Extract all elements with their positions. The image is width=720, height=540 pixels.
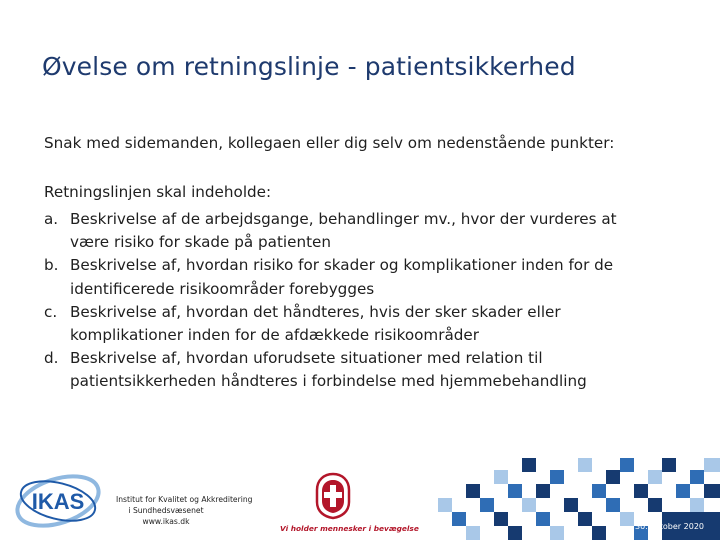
list-item-line: Beskrivelse af, hvordan det håndteres, hvis der sker skader eller [70, 302, 561, 321]
list-marker: b. [44, 256, 59, 275]
list-item-line: Beskrivelse af de arbejdsgange, behandlinger mv., hvor der vurderes at [70, 210, 617, 228]
list-item-line: identificerede risikoområder forebygges [70, 279, 375, 298]
slide-title: Øvelse om retningslinje - patientsikkerhed [42, 52, 576, 81]
intro-text: Snak med sidemanden, kollegaen eller dig selv om nedenstående punkter: [44, 134, 615, 152]
list-item-line: patientsikkerheden håndteres i forbindelse med hjemmebehandling [70, 372, 587, 391]
institute-url: www.ikas.dk [142, 517, 190, 526]
institute-name: Institut for Kvalitet og Akkreditering [116, 495, 253, 504]
list-item [44, 301, 654, 347]
list-item [44, 254, 654, 300]
list-heading: Retningslinjen skal indeholde: [44, 183, 272, 201]
institute-subname: i Sundhedsvæsenet [128, 506, 204, 515]
list-item [44, 347, 654, 393]
list-item-line: Beskrivelse af, hvordan risiko for skader og komplikationer inden for de [70, 256, 614, 275]
svg-text:IKAS: IKAS [31, 489, 85, 514]
hospital-slogan: Vi holder mennesker i bevægelse [280, 524, 419, 533]
institute-info [116, 494, 253, 527]
list-item-line: Beskrivelse af, hvordan uforudsete situationer med relation til [70, 349, 543, 368]
ikas-logo [12, 470, 104, 532]
slide-date: 30. oktober 2020 [634, 522, 704, 531]
list-marker: c. [44, 302, 58, 321]
list-marker: a. [44, 210, 59, 228]
list-item-line: være risiko for skade på patienten [70, 233, 332, 252]
hospital-emblem-icon [314, 472, 352, 520]
requirements-list [44, 208, 654, 394]
slide-footer [0, 458, 720, 540]
list-item-line: komplikationer inden for de afdækkede risikoområder [70, 326, 479, 345]
list-item [44, 208, 654, 254]
list-marker: d. [44, 349, 59, 368]
